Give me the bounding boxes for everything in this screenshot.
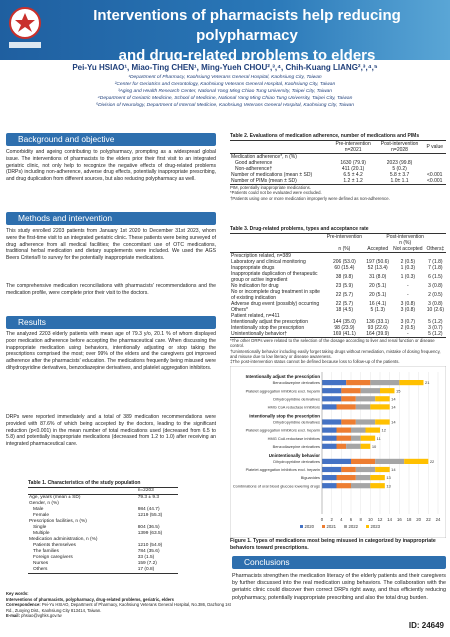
table-1-value: 33 (1.5)	[137, 555, 155, 560]
table-2-cell: 5.8 ± 3.7	[389, 172, 410, 178]
table-1-grid	[28, 487, 178, 574]
bar-total-label: 12	[381, 427, 386, 433]
table-3-footnote: †Unintentionally behavior including easily forget taking drugs without remediation, mistake of dosing frequency, and misuse due to low literacy or disease awareness.	[230, 348, 441, 359]
table-3-group-label: Prescription related, n=389	[231, 253, 291, 259]
bar-segment	[337, 428, 352, 433]
chart-category-label: Platelet aggregation inhibitors excl. heparin	[245, 467, 320, 473]
bar-segment	[375, 419, 390, 424]
table-3-cell: 5 (1.2)	[428, 331, 443, 337]
table-3-cell: 38 (9.8)	[335, 274, 353, 280]
table-2-header-post	[376, 141, 424, 154]
table-3-footnote: ‡The post-intervention status cannot be defined because loss to follow-up of the patients.	[230, 359, 400, 365]
keywords-block	[6, 591, 236, 619]
table-3-cell: 18 (4.5)	[335, 307, 353, 313]
bar-segment	[361, 444, 371, 449]
table-1-label: Medication administration, n (%)	[29, 537, 98, 542]
affiliation-1: ¹Department of Pharmacy, Kaohsiung Veterans General Hospital, Kaohsiung City, Taiwan	[128, 75, 322, 80]
table-1-label: The families	[33, 549, 59, 554]
section-heading-methods: Methods and intervention	[6, 212, 216, 225]
table-row	[230, 289, 446, 301]
x-tick-label: 20	[416, 517, 422, 522]
table-1-value: 984 (44.7)	[137, 507, 160, 512]
bar-segment	[322, 483, 337, 488]
table-3-cell: Intentionally stop the prescription	[231, 325, 305, 331]
bar-segment	[322, 459, 351, 464]
legend-label: 2022	[348, 524, 359, 529]
table-1-label: Patients themselves	[33, 543, 76, 548]
poster-title	[48, 6, 446, 66]
email-link[interactable]: phsiao@vghks.gov.tw	[21, 613, 62, 619]
bar-segment	[337, 483, 352, 488]
x-tick-label: 10	[367, 517, 373, 522]
table-2-cell: 5 (0.2)	[392, 166, 407, 172]
table-1-label: Male	[33, 507, 44, 512]
bar-total-label: 11	[376, 435, 381, 441]
table-1-value: 159 (7.2)	[137, 561, 157, 566]
bar-segment	[322, 444, 337, 449]
table-3-cell: -	[407, 292, 409, 298]
table-3-cell: 3 (0.8)	[428, 301, 443, 307]
bar-segment	[322, 436, 337, 441]
correspondence-text: Pei-Yu HSIAO, Department of Pharmacy, Kaohsiung Veterans General Hospital, No.386, Dazhong 1st Rd., Zuoying Dist., Kaohsiung City 813414, Taiwan.	[6, 602, 231, 613]
bar-segment	[356, 475, 371, 480]
bar-segment	[322, 475, 337, 480]
bar-segment	[370, 483, 385, 488]
table-3-cell: 23 (5.9)	[335, 283, 353, 289]
email-label: E-mail:	[6, 613, 20, 619]
bar-total-label: 13	[386, 483, 391, 489]
table-1-value: 79.3 ± 9.3	[137, 495, 160, 500]
chart-category-label: HMG CoA reductase inhibitors	[267, 435, 320, 441]
x-tick-label: 16	[396, 517, 402, 522]
bar-segment	[322, 396, 341, 401]
table-3-cell: Adverse drug event (possibly) occurring	[231, 301, 320, 307]
table-3-caption: Table 3. Drug-related problems, types and acceptance rate	[230, 226, 369, 232]
background-text: Comorbidity and ageing contributing to polypharmacy, prompting as a widespread global issue. The interventions of pharmacists to the elders prior their first visit to an integrated geriatric clinic, not only help to recognize the negative effects of drug-related problems (DRPs) including non-adherence, adverse drug effects, potentially inappropriate prescribing, and drug duplication from different sources, but also reducing polypharmacy as well.	[6, 149, 216, 183]
table-2-cell: Medication adherence*, n (%)	[231, 154, 297, 160]
table-row	[230, 178, 446, 185]
table-3-cell: 10 (2.6)	[426, 307, 444, 313]
bar-segment	[366, 428, 381, 433]
methods-text-2: The comprehensive medication reconciliations with pharmacists' recommendations and the medication profile, were complete prior their visit to the doctors.	[6, 283, 216, 296]
table-1-label: Single	[33, 525, 47, 530]
table-1-header: n=2203	[137, 488, 154, 493]
table-3-cell: 2 (0.5)	[428, 292, 443, 298]
table-3-cell: Inappropriate duplication of therapeutic group or active ingredient	[231, 271, 318, 283]
bar-total-label: 13	[386, 475, 391, 481]
bar-total-label: 15	[396, 388, 401, 394]
bar-segment	[356, 467, 375, 472]
table-1-label: Prescription facilities, n (%)	[29, 519, 87, 524]
table-3-group-pre: Pre-intervention	[326, 234, 363, 240]
correspondence-label: Correspondence:	[6, 602, 41, 608]
table-3-cell: Inappropriate drugs	[231, 265, 275, 271]
bar-segment	[351, 428, 366, 433]
chart-group-label: Intentionally adjust the prescription	[245, 374, 320, 379]
table-3-cell: 16 (4.1)	[369, 301, 387, 307]
table-1-label: Others	[33, 567, 48, 572]
legend-label: 2023	[370, 524, 381, 529]
chart-category-label: Biguanides	[300, 475, 320, 481]
hospital-logo-icon	[5, 5, 45, 51]
chart-group-label: Intentionally stop the prescription	[249, 413, 320, 419]
table-2-footnote: *Patients could not be evaluated were excluded.	[230, 190, 322, 196]
table-3-group-label: Patient related, n=411	[231, 313, 280, 319]
poster-id: ID: 24649	[408, 621, 444, 630]
chart-group-label: Unintentionally behavior	[268, 452, 320, 458]
table-2-cell: 2023 (99.8)	[386, 160, 413, 166]
table-2-cell: 411 (20.1)	[341, 166, 365, 172]
table-3-post-unit: n (%)	[399, 240, 412, 246]
table-3-cell: Laboratory and clinical monitoring	[231, 259, 306, 265]
bar-segment	[322, 388, 341, 393]
section-heading-background: Background and objective	[6, 133, 216, 146]
table-3-cell: Others*	[231, 307, 248, 313]
table-3-cell: -	[407, 331, 409, 337]
poster-header	[0, 0, 450, 64]
table-1-label: Gender, n (%)	[29, 501, 59, 506]
table-3-cell: 22 (5.7)	[335, 301, 353, 307]
section-heading-results: Results	[6, 316, 216, 329]
table-1-value: 1399 (63.5)	[137, 531, 163, 536]
bar-segment	[341, 419, 356, 424]
bar-segment	[341, 396, 356, 401]
table-3-cell: 144 (35.0)	[332, 319, 356, 325]
figure-1-caption: Figure 1. Types of medications most being misused in categorized by inappropriate behaviors toward prescriptions.	[230, 538, 436, 551]
bar-segment	[356, 419, 375, 424]
table-3-cell: 2 (0.5)	[400, 325, 416, 331]
table-1-label: Multiple	[33, 531, 50, 536]
table-2-header-p: P value	[426, 144, 444, 150]
table-3-cell: 3 (0.8)	[428, 283, 443, 289]
table-2-cell: <0.001	[427, 178, 443, 184]
x-tick-label: 14	[387, 517, 393, 522]
bar-segment	[322, 404, 337, 409]
bar-segment	[346, 444, 361, 449]
bar-segment	[356, 404, 371, 409]
x-tick-label: 22	[425, 517, 431, 522]
table-1-caption: Table 1. Characteristics of the study population	[28, 480, 141, 486]
table-1	[28, 480, 178, 574]
affiliation-4: ⁴Department of Geriatric Medicine, School of Medicine, National Yang Ming Chiao Tung University, Taipei City, Taiwan	[97, 96, 353, 101]
table-1-label: Foreign caregivers	[33, 555, 73, 560]
bar-segment	[322, 419, 341, 424]
table-1-value: 784 (35.6)	[137, 549, 160, 554]
bar-segment	[337, 444, 347, 449]
results-text-2: DRPs were reported immediately and a total of 389 medication recommendations were provided with 87.6% of which being accepted by the doctors, leading to the significant reduction (p<0.001) in the mean number of total medications used (decreased from 6.5 to 5.8) and potentially inappropriate medications (decreased from 1.2 to 1.0) after receiving an integrated pharmaceutical care.	[6, 414, 216, 448]
table-1-value: 1210 (54.9)	[137, 543, 163, 548]
bar-segment	[322, 467, 341, 472]
table-3-cell: 3 (0.7)	[428, 325, 443, 331]
chart-category-label: Combinations of oral blood glucose lowering drugs	[232, 483, 320, 489]
table-2-grid	[230, 140, 446, 185]
table-1-value: 17 (0.8)	[137, 567, 155, 572]
table-3-cell: 98 (23.9)	[334, 325, 355, 331]
table-3-cell: 5 (1.3)	[370, 307, 385, 313]
bar-total-label: 14	[391, 467, 396, 473]
t2-pre-l1: Pre-intervention	[335, 141, 371, 147]
bar-segment	[361, 388, 380, 393]
legend-label: 2020	[304, 524, 315, 529]
figure-1-chart	[230, 366, 446, 538]
table-1-label: Nurses	[33, 561, 49, 566]
table-3-cell: No or incomplete drug treatment in spite of existing indication	[231, 289, 320, 301]
table-3-cell: Unintentionally behavior†	[231, 331, 288, 337]
table-3-cell: -	[407, 283, 409, 289]
x-tick-label: 18	[406, 517, 412, 522]
table-3-cell: 3 (0.7)	[400, 319, 416, 325]
table-2-cell: Non-adherence†	[235, 166, 273, 172]
table-3-cell: 31 (8.0)	[369, 274, 387, 280]
table-3-group-post: Post-intervention	[386, 234, 424, 240]
table-3-cell: 52 (13.4)	[367, 265, 388, 271]
bar-segment	[375, 396, 390, 401]
table-3-cell: 164 (39.9)	[366, 331, 390, 337]
t2-post-l2: n=2028	[391, 147, 408, 153]
chart-category-label: Dihydropyridine derivatives	[273, 419, 320, 425]
bar-segment	[380, 388, 395, 393]
table-2-header-pre	[331, 141, 376, 154]
table-3-sub-others: Others‡	[426, 246, 445, 252]
table-3-sub-pre: n (%)	[324, 246, 364, 253]
bar-segment	[341, 467, 356, 472]
bar-segment	[370, 404, 389, 409]
title-line-2: and drug-related problems to elders	[118, 47, 376, 64]
affiliation-3: ³Aging and Health Research Center, National Yang Ming Chiao Tung University, Taipei City, Taiwan	[118, 89, 332, 94]
table-3-cell: 20 (5.1)	[369, 283, 387, 289]
table-2-footnote: †Patients using one or more medication improperly were defined as non-adherence.	[230, 195, 390, 201]
table-1-label: Female	[33, 513, 49, 518]
table-3-cell: 7 (1.8)	[428, 265, 443, 271]
title-line-1: Interventions of pharmacists help reducing polypharmacy	[93, 7, 401, 44]
bar-segment	[351, 459, 375, 464]
table-3-cell: 1 (0.3)	[400, 274, 416, 280]
bar-segment	[346, 380, 370, 385]
keywords-label: Key words:	[6, 591, 29, 596]
table-3-cell: 197 (50.6)	[366, 259, 390, 265]
bar-total-label: 14	[391, 396, 396, 402]
table-3-cell: 22 (5.7)	[335, 292, 353, 298]
affiliation-list	[0, 74, 450, 109]
table-3-footnote: *The other DRPs were related to the selection of the dosage according to liver and renal function or disease control.	[230, 338, 435, 349]
table-3-cell: No indication for drug	[231, 283, 279, 289]
bar-segment	[341, 388, 360, 393]
x-tick-label: 6	[349, 517, 353, 522]
x-tick-label: 12	[377, 517, 383, 522]
chart-category-label: Benzodiazepine derivatives	[272, 380, 320, 386]
table-3	[230, 226, 446, 364]
legend-swatch	[322, 525, 325, 528]
bar-segment	[351, 483, 370, 488]
table-3-sub-accepted: Accepted	[364, 246, 391, 253]
legend-label: 2021	[326, 524, 337, 529]
table-3-cell: 7 (1.8)	[428, 259, 443, 265]
table-2-cell: Good adherence	[235, 160, 273, 166]
table-row	[230, 331, 446, 338]
section-heading-conclusions: Conclusions	[232, 556, 446, 569]
x-tick-label: 24	[435, 517, 441, 522]
bar-segment	[337, 404, 356, 409]
t2-post-l1: Post-intervention	[380, 141, 419, 147]
chart-category-label: Platelet aggregation inhibitors excl. heparin	[245, 427, 320, 433]
table-3-cell: 169 (41.1)	[332, 331, 356, 337]
bar-segment	[337, 436, 352, 441]
table-3-cell: Intentionally adjust the prescription	[231, 319, 308, 325]
bar-segment	[375, 459, 404, 464]
conclusions-text: Pharmacists strengthen the medication literacy of the elderly patients and their caregivers by further discussed into the real medication using behaviors. The collaboration with the geriatric clinic could discover then correct DRPs right away, and thus efficiently reducing polypharmacy, potentially inappropriate prescribing and also the total drug burden.	[232, 573, 446, 601]
table-2-cell: Number of medications (mean ± SD)	[231, 172, 313, 178]
x-tick-label: 8	[359, 517, 362, 522]
author-list: Pei-Yu HSIAO¹, Miao-Ting CHEN¹, Ming-Yueh CHOU²,³,⁴, Chih-Kuang LIANG²,³,⁴,⁵	[72, 63, 378, 72]
table-3-cell: 6 (1.5)	[428, 274, 443, 280]
table-1-label: Age, years (mean ± SD)	[29, 495, 81, 500]
results-text-1: The analyzed 2203 elderly patients with mean age of 79.3 y/o, 20.1 % of whom displayed poor medication adherence before accepting the pharmaceutical care. When discussing the inappropriate medication using behaviors, intentionally adjusting or stop taking the prescriptions comprised the most; over 99% of the elders and the caregivers got improved adherence after the pharmacists' education. The medications frequently being misused were dihydropyridine derivatives, benzodiazepine derivatives, and platelet aggregation inhibitors.	[6, 331, 216, 371]
bar-segment	[356, 396, 375, 401]
chart-category-label: Benzodiazepine derivatives	[272, 443, 320, 449]
bar-segment	[404, 459, 428, 464]
chart-category-label: Dihydropyridine derivatives	[273, 459, 320, 464]
bar-segment	[370, 475, 385, 480]
table-2-cell: Number of PIMs (mean ± SD)	[231, 178, 297, 184]
x-tick-label: 4	[340, 517, 343, 522]
bar-segment	[399, 380, 423, 385]
bar-segment	[337, 475, 356, 480]
table-3-cell: 2 (0.5)	[400, 259, 416, 265]
bar-total-label: 21	[425, 380, 430, 386]
table-2-cell: 1.0± 1.1	[390, 178, 409, 184]
bar-segment	[375, 467, 390, 472]
table-3-cell: 3 (0.8)	[400, 307, 416, 313]
table-1-value: 1219 (55.3)	[137, 513, 163, 518]
table-row	[230, 271, 446, 283]
methods-text-1: This study enrolled 2203 patients from January 1st 2020 to December 31st 2023, whom were the first-time visit to an integrated geriatric clinic. These patients were being surveyed of drug adherence from all medical facilities; the concomitant use of OTC medications, traditional herbal medication and dietary supplements were included. We used the AGS Beers Criteria® to survey for the potentially inappropriate medications.	[6, 228, 216, 262]
bar-total-label: 10	[371, 443, 377, 449]
table-2-cell: 6.5 ± 4.2	[343, 172, 363, 178]
table-3-footnotes	[230, 338, 446, 364]
legend-swatch	[366, 525, 369, 528]
table-3-cell: 206 (53.0)	[332, 259, 356, 265]
table-3-cell: 20 (5.1)	[369, 292, 387, 298]
table-3-cell: 60 (15.4)	[334, 265, 355, 271]
table-2-footnote: PIM, potentially inappropriate medications.	[230, 185, 311, 190]
table-3-cell: 136 (33.1)	[366, 319, 390, 325]
bar-total-label: 14	[391, 404, 396, 410]
bar-total-label: 22	[429, 459, 435, 464]
table-2	[230, 133, 446, 201]
legend-swatch	[300, 525, 303, 528]
table-3-sub-not-accepted: Not accepted	[391, 246, 425, 253]
affiliation-5: ⁵Division of Neurology, Department of Internal Medicine, Kaohsiung Veterans General Hospital, Kaohsiung City, Taiwan	[96, 103, 354, 108]
table-3-cell: 1 (0.3)	[400, 265, 416, 271]
table-3-cell: 93 (22.6)	[367, 325, 388, 331]
x-tick-label: 0	[320, 517, 324, 522]
legend-swatch	[344, 525, 347, 528]
bar-segment	[370, 380, 399, 385]
bar-segment	[322, 428, 337, 433]
bar-segment	[351, 436, 361, 441]
table-2-cell: 1630 (79.9)	[340, 160, 366, 166]
table-3-grid	[230, 233, 446, 338]
x-tick-label: 2	[330, 517, 333, 522]
table-2-cell: 1.2 ± 1.2	[343, 178, 363, 184]
table-row	[28, 567, 178, 574]
table-1-value: 804 (36.5)	[137, 525, 160, 530]
table-3-cell: 3 (0.8)	[400, 301, 416, 307]
chart-category-label: HMG CoA reductase inhibitors	[267, 404, 320, 410]
table-3-cell: 5 (1.2)	[428, 319, 443, 325]
bar-segment	[361, 436, 376, 441]
affiliation-2: ²Center for Geriatrics and Gerontology, Kaohsiung Veterans General Hospital, Kaohsiung City, Taiwan	[114, 82, 336, 87]
table-2-footnotes	[230, 185, 446, 201]
bar-segment	[322, 380, 346, 385]
chart-category-label: Platelet aggregation inhibitors excl. heparin	[245, 388, 320, 394]
keywords-text: Interventions of pharmacists, polypharmacy, drug-related problems, geriatric, elders	[6, 596, 174, 602]
table-2-cell: <0.001	[427, 172, 443, 178]
bar-total-label: 14	[391, 419, 396, 425]
chart-category-label: Dihydropyridine derivatives	[273, 396, 320, 402]
t2-pre-l2: n=2021	[344, 147, 362, 153]
table-2-caption: Table 2. Evaluations of medication adherence, number of medications and PIMs	[230, 133, 420, 139]
